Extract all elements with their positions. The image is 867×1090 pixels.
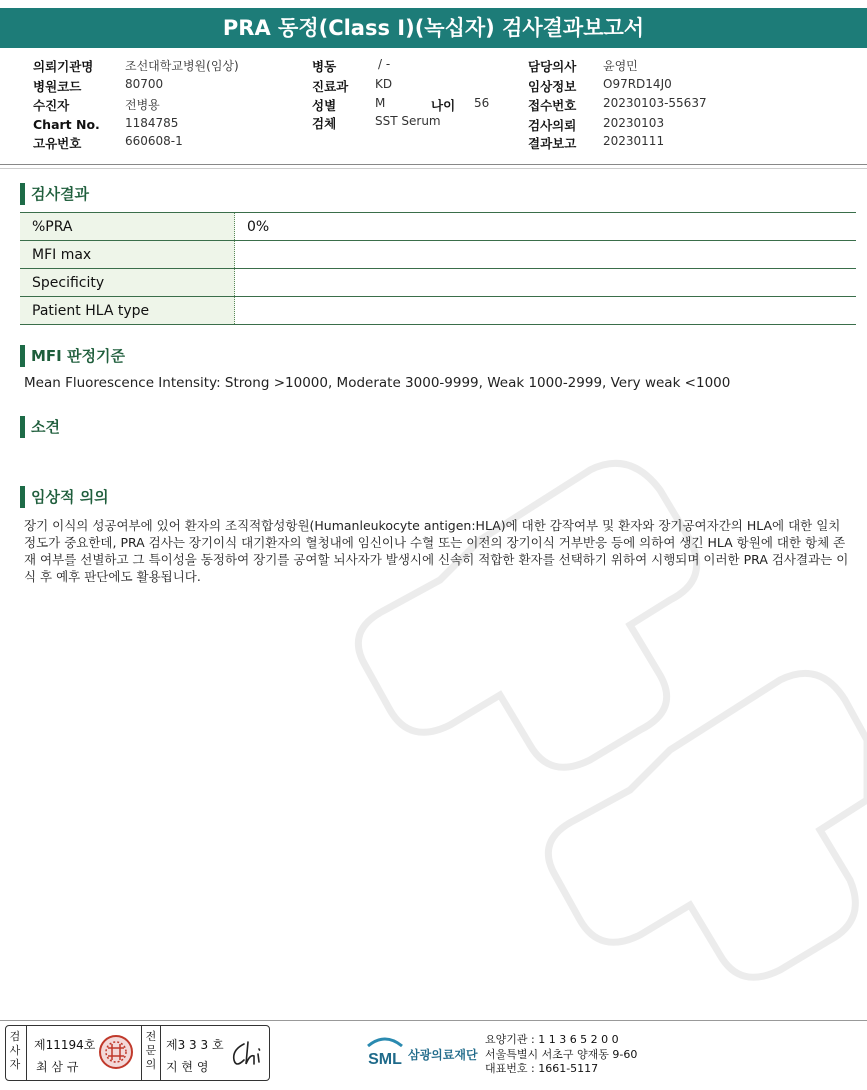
result-label: %PRA (20, 213, 235, 241)
info-label-department: 진료과 (312, 79, 349, 94)
specialist-license-no: 제3 3 3 호 (166, 1038, 224, 1052)
info-value-chart-no: 1184785 (125, 116, 179, 130)
report-title: PRA 동정(Class I)(녹십자) 검사결과보고서 (0, 8, 867, 48)
section-title-mfi: MFI 판정기준 (20, 345, 125, 367)
info-value-unique-no: 660608-1 (125, 134, 183, 148)
result-value (235, 297, 857, 325)
info-value-sex: M (375, 96, 386, 110)
examiner-label: 검사자 (9, 1030, 21, 1071)
sml-logo (364, 1032, 482, 1072)
result-value (235, 241, 857, 269)
signature-divider (141, 1026, 142, 1080)
info-label-receipt-no: 접수번호 (528, 98, 577, 113)
info-value-clinical-info: O97RD14J0 (603, 77, 672, 91)
info-value-institution: 조선대학교병원(임상) (125, 59, 239, 73)
footer-divider (0, 1020, 867, 1021)
info-value-patient: 전병용 (125, 98, 160, 112)
info-label-clinical-info: 임상정보 (528, 79, 577, 94)
patient-info-block (0, 55, 867, 165)
info-value-doctor: 윤영민 (603, 59, 638, 73)
info-value-receipt-no: 20230103-55637 (603, 96, 707, 110)
info-value-ward: / - (378, 57, 391, 71)
info-label-doctor: 담당의사 (528, 59, 577, 74)
info-label-age: 나이 (431, 98, 456, 113)
org-address: 서울특별시 서초구 양재동 9-60 (485, 1047, 638, 1061)
info-label-request-date: 검사의뢰 (528, 118, 577, 133)
header-divider-secondary (0, 168, 867, 169)
section-title-opinion: 소견 (20, 416, 60, 438)
info-label-chart-no: Chart No. (33, 117, 100, 132)
section-title-clinical: 임상적 의의 (20, 486, 109, 508)
mfi-criteria-text: Mean Fluorescence Intensity: Strong >10000, Moderate 3000-9999, Weak 1000-2999, Very weak <1000 (24, 375, 731, 391)
org-address-block (485, 1033, 637, 1077)
table-row (20, 297, 856, 325)
signature-box (5, 1025, 270, 1081)
org-phone: 대표번호 : 1661-5117 (485, 1062, 599, 1075)
org-name: 삼광의료재단 (408, 1048, 478, 1062)
info-label-institution: 의뢰기관명 (33, 59, 94, 74)
result-value: 0% (235, 213, 857, 241)
svg-text:SML: SML (368, 1051, 402, 1068)
info-label-hospital-code: 병원코드 (33, 79, 82, 94)
info-value-department: KD (375, 77, 393, 91)
info-value-age: 56 (474, 96, 490, 110)
info-label-ward: 병동 (312, 59, 337, 74)
header-divider (0, 164, 867, 165)
org-institution-code: 요양기관 : 1 1 3 6 5 2 0 0 (485, 1033, 619, 1046)
result-label: MFI max (20, 241, 235, 269)
table-row (20, 213, 856, 241)
report-footer (0, 1020, 867, 1090)
table-row (20, 269, 856, 297)
info-label-specimen: 검체 (312, 116, 337, 131)
info-value-specimen: SST Serum (375, 114, 441, 128)
table-row (20, 241, 856, 269)
info-value-report-date: 20230111 (603, 134, 665, 148)
info-label-unique-no: 고유번호 (33, 136, 82, 151)
info-label-sex: 성별 (312, 98, 337, 113)
specialist-name: 지 현 영 (166, 1060, 209, 1074)
specialist-label: 전문의 (145, 1030, 157, 1071)
result-value (235, 269, 857, 297)
signature-divider (26, 1026, 27, 1080)
sml-logo-icon (364, 1032, 406, 1072)
opinion-text (24, 446, 844, 466)
results-table (20, 212, 856, 325)
clinical-significance-text: 장기 이식의 성공여부에 있어 환자의 조직적합성항원(Humanleukocyte antigen:HLA)에 대한 감작여부 및 환자와 장기공여자간의 HLA에 대한 일치정도가 중요한데, PRA 검사는 장기이식 대기환자의 혈청내에 임신이나 수혈 또는 이전의 장기이식 거부반응 등에 의하여 생긴 HLA 항원에 대한 항체 존재 여부를 선별하고 그 특이성을 동정하여 장기를 공여할 뇌사자가 발생시에 신속히 적합한 환자를 선택하기 위하여 시행되며 이러한 PRA 검사결과는 이식 후 예후 판단에도 활용됩니다. (24, 518, 849, 584)
result-label: Specificity (20, 269, 235, 297)
info-value-hospital-code: 80700 (125, 77, 164, 91)
info-value-request-date: 20230103 (603, 116, 665, 130)
examiner-license-no: 제11194호 (34, 1038, 96, 1052)
info-label-patient: 수진자 (33, 98, 70, 113)
result-label: Patient HLA type (20, 297, 235, 325)
examiner-name: 최 삼 규 (36, 1060, 79, 1074)
examiner-seal-stamp (98, 1034, 134, 1070)
specialist-signature (228, 1038, 266, 1070)
signature-divider (160, 1026, 161, 1080)
info-label-report-date: 결과보고 (528, 136, 577, 151)
section-title-results: 검사결과 (20, 183, 89, 205)
